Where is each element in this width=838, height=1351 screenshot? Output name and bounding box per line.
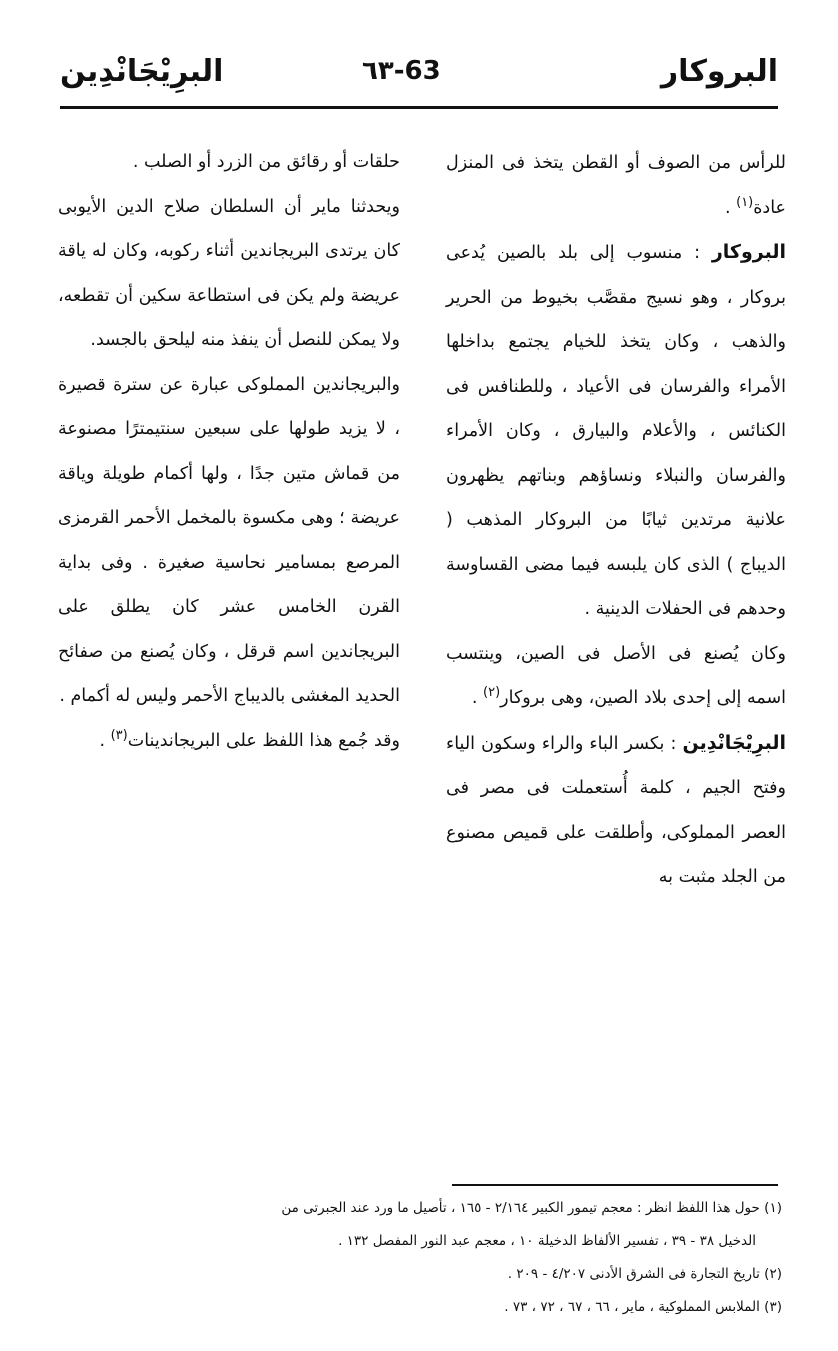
- entry-term: البرِيْجَانْدِين: [682, 731, 786, 754]
- paragraph-entry-brigandine: البرِيْجَانْدِين : بكسر الباء والراء وسكون الياء وفتح الجيم ، كلمة أُستعملت فى مصر فى العصر المملوكى، وأطلقت على قميص مصنوع من الجلد مثبت به: [446, 731, 786, 887]
- paragraph-entry-brocade: البروكار : منسوب إلى بلد بالصين يُدعى بروكار ، وهو نسيج مقصَّب بخيوط من الحرير والذهب ، وكان يتخذ للخيام يجتمع بداخلها الأمراء والفرسان فى الأعياد ، وللطنافس فى الكنائس ، والأعلام والبيارق ، وكان الأمراء والفرسان والنبلاء ونساؤهم وبناتهم يظهرون علانية مرتدين ثيابًا من البروكار المذهب ( الديباج ) الذى كان يلبسه فيما مضى القساوسة وحدهم فى الحفلات الدينية .: [446, 241, 786, 619]
- right-column: [446, 140, 786, 900]
- header-rule: [60, 106, 778, 109]
- footnote-ref: (٣): [110, 727, 128, 743]
- footnote-continuation: الدخيل ٣٨ - ٣٩ ، تفسير الألفاظ الدخيلة ١٠ ، معجم عبد النور المفصل ١٣٢ .: [338, 1233, 756, 1249]
- footnote-ref: (٢): [483, 685, 501, 701]
- footnotes: [57, 1192, 782, 1324]
- header-right-title: البروكار: [660, 54, 778, 89]
- running-header: [60, 50, 778, 106]
- paragraph: والبريجاندين المملوكى عبارة عن سترة قصيرة ، لا يزيد طولها على سبعين سنتيمترًا مصنوعة من قماش متين جدًا ، ولها أكمام طويلة وياقة عريضة ؛ وهى مكسوة بالمخمل الأحمر القرمزى المرصع بمسامير نحاسية صغيرة . وفى بداية القرن الخامس عشر كان يطلق على البريجاندين اسم قرقل ، وكان يُصنع من صفائح الحديد المغشى بالديباج الأحمر وليس له أكمام .: [58, 374, 400, 706]
- entry-term: البروكار: [711, 241, 786, 263]
- footnote: (١) حول هذا اللفظ انظر : معجم تيمور الكبير ٢/١٦٤ - ١٦٥ ، تأصيل ما ورد عند الجبرتى من: [281, 1200, 782, 1216]
- paragraph: ويحدثنا ماير أن السلطان صلاح الدين الأيوبى كان يرتدى البريجاندين أثناء ركوبه، وكان له ياقة عريضة ولم يكن فى استطاعة سكين أن تقطعه، ولا يمكن للنصل أن ينفذ منه ليلحق بالجسد.: [58, 196, 400, 350]
- header-left-title: البرِيْجَانْدِين: [60, 54, 224, 89]
- paragraph: وكان يُصنع فى الأصل فى الصين، وينتسب اسمه إلى إحدى بلاد الصين، وهى بروكار$^{(٢)}$ .: [446, 643, 786, 708]
- paragraph: للرأس من الصوف أو القطن يتخذ فى المنزل عادة$^{(١)}$ .: [446, 153, 786, 218]
- footnote: (٢) تاريخ التجارة فى الشرق الأدنى ٤/٢٠٧ - ٢٠٩ .: [507, 1266, 782, 1282]
- paragraph: حلقات أو رقائق من الزرد أو الصلب .: [132, 152, 400, 172]
- footnote-rule: [452, 1184, 778, 1186]
- footnote-ref: (١): [736, 194, 754, 210]
- left-column: [58, 140, 400, 763]
- footnote: (٣) الملابس المملوكية ، ماير ، ٦٦ ، ٦٧ ، ٧٢ ، ٧٣ .: [504, 1299, 782, 1315]
- paragraph: وقد جُمع هذا اللفظ على البريجاندينات$^{(٣)}$ .: [99, 727, 400, 751]
- page-number: ٦٣-63: [362, 56, 441, 86]
